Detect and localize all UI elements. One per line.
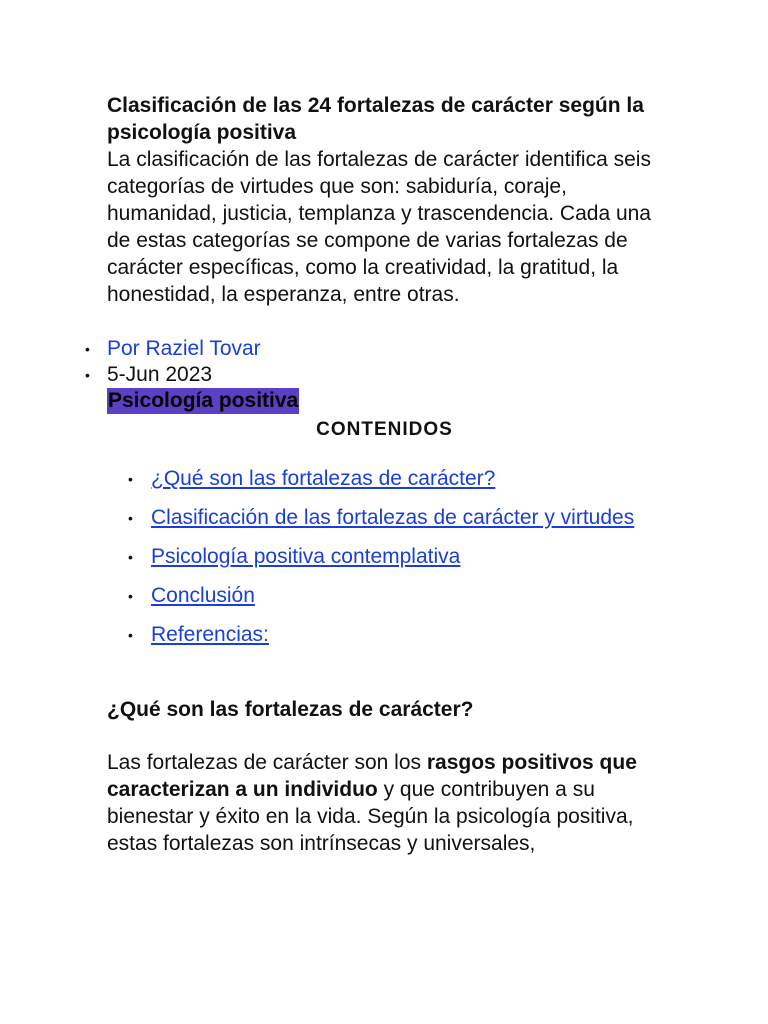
bullet-icon: • [128,549,133,565]
article-title: Clasificación de las 24 fortalezas de carácter según la psicología positiva [107,94,644,144]
toc-list [107,464,677,650]
section-body-end: y que contribuyen a su bienestar y éxito en la vida. Según la psicología positiva, estas fortalezas son intrínsecas y universales, [107,778,634,855]
bullet-icon: • [85,367,90,383]
toc-link-referencias[interactable]: Referencias: [151,623,269,646]
author-link[interactable]: Por Raziel Tovar [107,337,261,360]
toc-item [128,503,677,533]
category-tag[interactable]: Psicología positiva [108,389,299,412]
toc-link-contemplativa[interactable]: Psicología positiva contemplativa [151,545,461,568]
section-body [107,749,677,857]
meta-date-item [85,362,677,388]
bullet-icon: • [128,510,133,526]
section-heading: ¿Qué son las fortalezas de carácter? [107,698,474,721]
bullet-icon: • [128,471,133,487]
toc-item [128,620,677,650]
bullet-icon: • [85,341,90,357]
bullet-icon: • [128,627,133,643]
meta-author-item [85,336,677,362]
publish-date: 5-Jun 2023 [107,363,213,386]
section-body-start: Las fortalezas de carácter son los [107,751,427,774]
section-body-bold: rasgos positivos que caracterizan a un individuo [107,751,637,801]
article-intro: La clasificación de las fortalezas de carácter identifica seis categorías de virtudes que son: sabiduría, coraje, humanidad, justicia, templanza y trascendencia. Cada una de estas categorías se compone de varias fortalezas de carácter específicas, como la creatividad, la gratitud, la honestidad, la esperanza, entre otras. [107,148,651,306]
toc-link-que-son[interactable]: ¿Qué son las fortalezas de carácter? [151,467,496,490]
article-page [85,92,677,857]
toc-item [128,581,677,611]
toc-title: CONTENIDOS [316,419,453,440]
toc-item [128,542,677,572]
toc-link-clasificacion[interactable]: Clasificación de las fortalezas de carácter y virtudes [151,506,635,529]
article-meta-list [85,336,677,388]
toc-link-conclusion[interactable]: Conclusión [151,584,255,607]
toc-item [128,464,677,494]
bullet-icon: • [128,588,133,604]
